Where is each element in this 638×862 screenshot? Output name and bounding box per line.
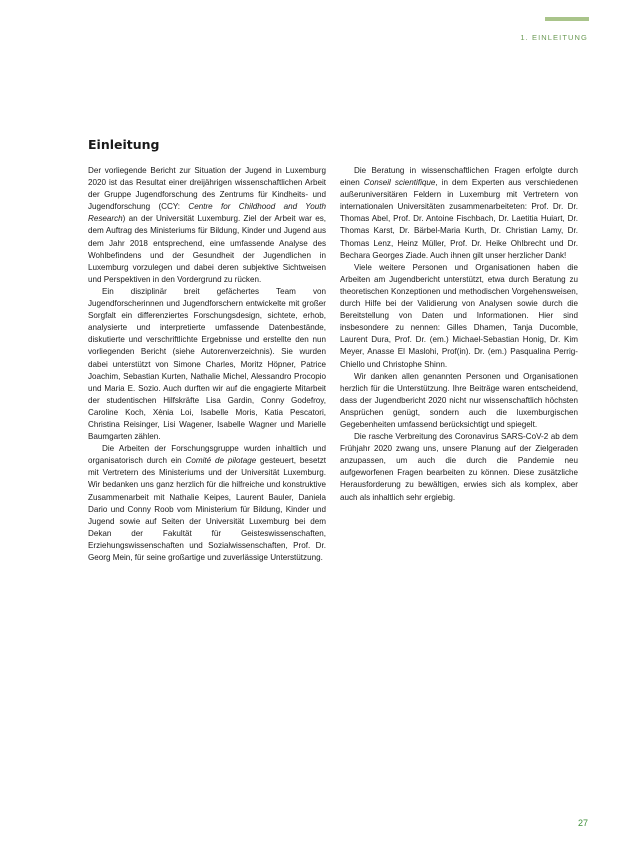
text-run: Der vorliegende Bericht zur Situation der Jugend in Luxemburg 2020 ist das Resultat einer dreijährigen wissenschaftlichen Arbeit der Gruppe Jugendforschung des Zentrums für Kindheits- und Jugendforschung (CCY: [88, 166, 326, 212]
section-title: Einleitung [88, 137, 160, 152]
text-run: Die Arbeiten der Forschungsgruppe wurden inhaltlich und organisatorisch durch ein [88, 444, 326, 466]
text-run: ) an der Universität Luxemburg. Ziel der Arbeit war es, dem Auftrag des Ministeriums für Bildung, Kinder und Jugend aus dem Jahr 2018 entsprechend, eine umfassende Analyse des Wohlbefindens und der Gesundheit der Jugendlichen in Luxemburg vorzulegen und dabei deren subjektive Sichtweisen und Perspektiven in den Vordergrund zu rücken. [88, 214, 326, 284]
italic-term: Centre for Childhood and Youth Research [88, 202, 326, 224]
right-paragraph-1 [340, 165, 578, 262]
page-number: 27 [577, 818, 588, 828]
italic-term: Conseil scientifique [363, 178, 436, 188]
right-paragraph-4: Die rasche Verbreitung des Coronavirus SARS-CoV-2 ab dem Frühjahr 2020 zwang uns, unsere Planung auf der Zielgeraden anzupassen, um auch die durch die Pandemie neu aufgeworfenen Fragen bearbeiten zu können. Diese zusätzliche Herausforderung zu bewältigen, erwies sich als komplex, aber auch als inhaltlich sehr ergiebig. [340, 432, 578, 502]
text-run: , in dem Experten aus verschiedenen außeruniversitären Feldern in Luxemburg mit Vertretern von internationalen Universitäten zusammenarbeiteten: Prof. Dr. Dr. Thomas Abel, Prof. Dr. Antoine Fischbach, Dr. Laetitia Huiart, Dr. Thomas Karst, Dr. Bärbel-Maria Kurth, Dr. Christian Lamy, Dr. Thomas Lenz, Heinz Müller, Prof. Dr. Heike Ohlbrecht und Dr. Bechara Georges Ziade. Auch ihnen gilt unser herzlicher Dank! [340, 178, 578, 260]
right-paragraph-3: Wir danken allen genannten Personen und Organisationen herzlich für die Unterstützung. Ihre Beiträge waren entscheidend, dass der Jugendbericht 2020 nicht nur wissenschaftlich höchsten Ansprüchen genügt, sondern auch die luxemburgischen Gegebenheiten umfassend berücksichtigt und spiegelt. [340, 371, 578, 429]
text-run: gesteuert, besetzt mit Vertretern des Ministeriums und der Universität Luxemburg. Wir bedanken uns ganz herzlich für die hilfreiche und konstruktive Zusammenarbeit mit Nathalie Keipes, Laurent Bauler, Daniela Dario und Conny Roob vom Ministerium für Bildung, Kinder und Jugend sowie auf Seiten der Universität Luxemburg bei dem Dekan der Fakultät für Geisteswissenschaften, Erziehungswissenschaften und Sozialwissenschaften, Prof. Dr. Georg Mein, für seine großartige und zuverlässige Unterstützung. [88, 456, 326, 562]
left-column [88, 165, 326, 564]
text-run: Die Beratung in wissenschaftlichen Fragen erfolgte durch einen [340, 166, 578, 188]
running-head: 1. EINLEITUNG [520, 33, 588, 42]
italic-term: Comité de pilotage [185, 456, 257, 466]
right-paragraph-2: Viele weitere Personen und Organisationen haben die Arbeiten am Jugendbericht unterstützt, etwa durch Beratung zu theoretischen Konzeptionen und methodischen Vorgehensweisen, durch Hilfe bei der Validierung von Analysen sowie durch die Bereitstellung von Daten und Informationen. Hier sind insbesondere zu nennen: Gilles Dhamen, Tanja Ducomble, Laurent Dura, Prof. Dr. (em.) Michael-Sebastian Honig, Dr. Kim Meyer, Anasse El Maslohi, Prof(in). Dr. (em.) Pasqualina Perrig-Chiello und Christophe Shinn. [340, 262, 578, 369]
accent-bar [545, 17, 589, 21]
left-paragraph-2: Ein disziplinär breit gefächertes Team von Jugendforscherinnen und Jugendforschern entwickelte mit großer Sorgfalt ein differenziertes Forschungsdesign, sichtete, erhob, analysierte und interpretierte umfassende Datenbestände, diskutierte und verschriftlichte Ergebnisse und erstellte den nun vorliegenden Bericht (siehe Autorenverzeichnis). Sie wurden dabei unterstützt von Simone Charles, Moritz Höpner, Patrice Joachim, Sebastian Kurten, Nathalie Michel, Alessandro Procopio und Maria E. Sozio. Auch durften wir auf die engagierte Mitarbeit der studentischen Hilfskräfte Lisa Gardin, Conny Godefroy, Caroline Koch, Xènia Loi, Isabelle Moris, Katia Pescatori, Christina Reisinger, Lisi Wagener, Isabelle Wagner und Marielle Baumgarten zählen. [88, 286, 326, 442]
left-paragraph-3 [88, 443, 326, 564]
right-column [340, 165, 578, 504]
left-paragraph-1 [88, 165, 326, 286]
